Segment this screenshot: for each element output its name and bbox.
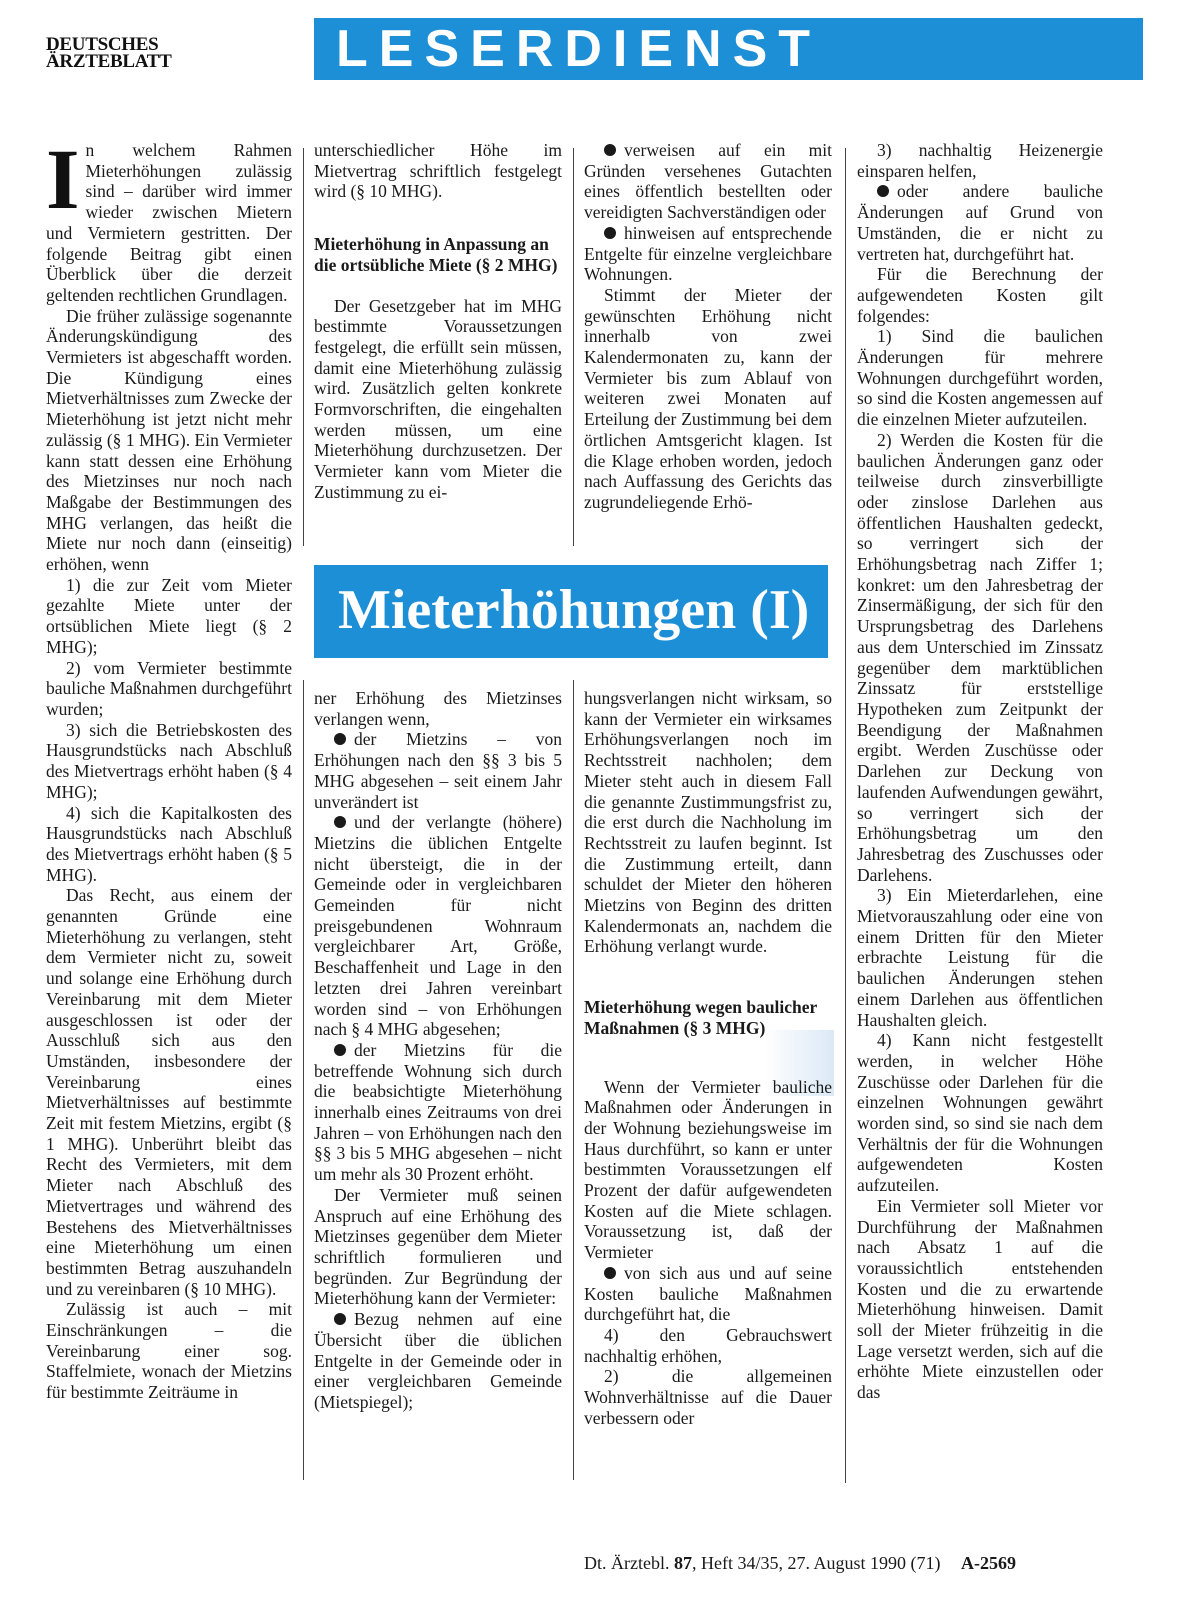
- section-label: LESERDIENST: [336, 20, 822, 78]
- drop-cap: I: [46, 131, 80, 227]
- paragraph: Die früher zulässige sogenannte Änderungskündigung des Vermieters ist abgeschafft worden. Die Kündigung eines Mietverhältnisses zum Zwecke der Mieterhöhung ist jetzt nicht mehr zulässig (§ 1 MHG). Ein Vermieter kann statt dessen eine Erhöhung des Mietzinses nur noch nach Maßgabe der Bestimmungen des MHG verlangen, das heißt die Miete nur noch dann (einseitig) erhöhen, wenn: [46, 305, 292, 575]
- journal-logo: [46, 36, 226, 70]
- footer-journal: Dt. Ärztebl.: [584, 1553, 670, 1573]
- intro-text: n welchem Rahmen Mieterhöhungen zulässig sind – darüber wird immer wieder zwischen Mietern und Vermietern gestritten. Der folgende Beitrag gibt einen Überblick über die derzeit geltenden rechtlichen Grundlagen.: [46, 140, 292, 305]
- column-divider-4: [303, 680, 304, 1480]
- bullet-item: verweisen auf ein mit Gründen versehenes Gutachten eines öffentlich bestellten oder vereidigten Sachverständigen oder: [584, 140, 832, 223]
- list-item: 4) Kann nicht festgestellt werden, in welcher Höhe Zuschüsse oder Darlehen für die einzelnen Wohnungen gewährt worden sind, so sind sie nach dem Verhältnis der für die Wohnungen aufgewendeten Kosten aufzuteilen.: [857, 1030, 1103, 1196]
- list-item: 2) die allgemeinen Wohnverhältnisse auf die Dauer verbessern oder: [584, 1366, 832, 1428]
- list-item: 3) Ein Mieterdarlehen, eine Mietvorauszahlung oder eine von einem Dritten für den Mieter erbrachte Leistung für die baulichen Änderungen stehen einem Darlehen aus öffentlichen Haushalten gleich.: [857, 885, 1103, 1030]
- column-divider-2: [573, 148, 574, 546]
- paragraph: Ein Vermieter soll Mieter vor Durchführung der Maßnahmen nach Absatz 1 auf die voraussichtlich entstehenden Kosten und die zu erwartende Mieterhöhung hinweisen. Damit soll der Mieter frühzeitig in die Lage versetzt werden, sich auf die erhöhte Miete einzustellen oder das: [857, 1195, 1103, 1403]
- bullet-item: der Mietzins – von Erhöhungen nach den §§ 3 bis 5 MHG abgesehen – seit einem Jahr unverändert ist: [314, 729, 562, 812]
- footer-issue: , Heft 34/35, 27. August 1990 (71): [691, 1553, 941, 1573]
- logo-line-1: DEUTSCHES: [46, 34, 159, 55]
- bullet-icon: [877, 185, 889, 197]
- page-footer: [584, 1552, 1144, 1574]
- column-divider-3: [845, 148, 846, 1483]
- column-1: [46, 131, 292, 1403]
- column-3-top: [584, 140, 832, 513]
- bullet-item: der Mietzins für die betreffende Wohnung sich durch die beabsichtigte Mieterhöhung innerhalb eines Zeitraums von drei Jahren – von Erhöhungen nach den §§ 3 bis 5 MHG abgesehen – nicht um mehr als 30 Prozent erhöht.: [314, 1039, 562, 1185]
- bullet-item: und der verlangte (höhere) Mietzins die üblichen Entgelte nicht übersteigt, die in der Gemeinde oder in vergleichbaren Gemeinden für nicht preisgebundenen Wohnraum vergleichbarer Art, Größe, Beschaffenheit und Lage in den letzten drei Jahren vereinbart worden sind – von Erhöhungen nach § 4 MHG abgesehen;: [314, 812, 562, 1040]
- bullet-item: von sich aus und auf seine Kosten bauliche Maßnahmen durchgeführt hat, die: [584, 1262, 832, 1325]
- bullet-icon: [334, 816, 346, 828]
- section-banner: [314, 18, 1143, 80]
- article-title: Mieterhöhungen (I): [338, 579, 810, 641]
- paragraph: Zulässig ist auch – mit Einschränkungen – die Vereinbarung einer sog. Staffelmiete, wonach der Mietzins für bestimmte Zeiträume in: [46, 1299, 292, 1403]
- column-divider-1: [303, 148, 304, 546]
- paragraph: Wenn der Vermieter bauliche Maßnahmen oder Änderungen in der Wohnung beziehungsweise im Haus durchführt, so kann er unter bestimmten Voraussetzungen elf Prozent der dafür aufgewendeten Kosten auf die Miete schlagen. Voraussetzung ist, daß der Vermieter: [584, 1076, 832, 1263]
- footer-page-number: A-2569: [960, 1553, 1016, 1573]
- bullet-icon: [334, 1044, 346, 1056]
- subheading: Mieterhöhung wegen baulicher Maßnahmen (§ 3 MHG): [584, 997, 818, 1038]
- paragraph: Stimmt der Mieter der gewünschten Erhöhung nicht innerhalb von zwei Kalendermonaten zu, kann der Vermieter bis zum Ablauf von weiteren zwei Monaten auf Erteilung der Zustimmung bei dem örtlichen Amtsgericht klagen. Ist die Klage erhoben worden, jedoch nach Auffassung des Gerichts das zugrundeliegende Erhö-: [584, 284, 832, 512]
- paragraph: Für die Berechnung der aufgewendeten Kosten gilt folgendes:: [857, 264, 1103, 326]
- column-2-top: [314, 140, 562, 503]
- bullet-item: hinweisen auf entsprechende Entgelte für einzelne vergleichbare Wohnungen.: [584, 222, 832, 285]
- list-item: 1) die zur Zeit vom Mieter gezahlte Miete unter der ortsüblichen Miete liegt (§ 2 MHG);: [46, 574, 292, 657]
- list-item: 2) vom Vermieter bestimmte bauliche Maßnahmen durchgeführt wurden;: [46, 657, 292, 719]
- paragraph: hungsverlangen nicht wirksam, so kann der Vermieter ein wirksames Erhöhungsverlangen noch im Rechtsstreit nachholen; dem Mieter steht auch in diesem Fall die genannte Zustimmungsfrist zu, die erst durch die Nachholung im Rechtsstreit zu laufen beginnt. Ist die Zustimmung erteilt, dann schuldet der Mieter den höheren Mietzins von Beginn des dritten Kalendermonats an, nachdem die Erhöhung verlangt wurde.: [584, 688, 832, 957]
- list-item: 4) sich die Kapitalkosten des Hausgrundstücks nach Abschluß des Mietvertrags erhöht haben (§ 5 MHG).: [46, 802, 292, 885]
- list-item: 2) Werden die Kosten für die baulichen Änderungen ganz oder teilweise durch zinsverbilligte oder zinslose Darlehen aus öffentlichen Haushalten gedeckt, so verringert sich der Erhöhungsbetrag nach Ziffer 1; konkret: um den Jahresbetrag der Zinsermäßigung, der sich für den Ursprungsbetrag des Darlehens aus dem Unterschied im Zinssatz gegenüber dem marktüblichen Zinssatz für erststellige Hypotheken zum Zeitpunkt der Beendigung der Maßnahmen ergibt. Werden Zuschüsse oder Darlehen zur Deckung von laufenden Aufwendungen gewährt, so verringert sich der Erhöhungsbetrag um den Jahresbetrag des Zuschusses oder Darlehens.: [857, 429, 1103, 885]
- bullet-item: Bezug nehmen auf eine Übersicht über die üblichen Entgelte in der Gemeinde oder in einer vergleichbaren Gemeinde (Mietspiegel);: [314, 1309, 562, 1412]
- bullet-icon: [604, 144, 616, 156]
- paragraph: ner Erhöhung des Mietzinses verlangen wenn,: [314, 688, 562, 729]
- list-item: 4) den Gebrauchswert nachhaltig erhöhen,: [584, 1324, 832, 1366]
- intro-paragraph: [46, 131, 292, 306]
- logo-line-2: ÄRZTEBLATT: [46, 51, 172, 72]
- paragraph: Der Vermieter muß seinen Anspruch auf eine Erhöhung des Mietzinses gegenüber dem Mieter schriftlich formulieren und begründen. Zur Begründung der Mieterhöhung kann der Vermieter:: [314, 1184, 562, 1309]
- paragraph: Das Recht, aus einem der genannten Gründe eine Mieterhöhung zu verlangen, steht dem Vermieter nicht zu, soweit und solange eine Erhöhung durch Vereinbarung mit dem Mieter ausgeschlossen ist oder der Ausschluß sich aus den Umständen, insbesondere der Vereinbarung eines Mietverhältnisses auf bestimmte Zeit mit festem Mietzins, ergibt (§ 1 MHG). Unberührt bleibt das Recht des Vermieters, mit dem Mieter nach Abschluß des Mietvertrages und während des Bestehens des Mietverhältnisses eine Mieterhöhung um einen bestimmten Betrag auszuhandeln und zu vereinbaren (§ 10 MHG).: [46, 885, 292, 1299]
- list-item: 1) Sind die baulichen Änderungen für mehrere Wohnungen durchgeführt worden, so sind die Kosten angemessen auf die einzelnen Mieter aufzuteilen.: [857, 326, 1103, 430]
- column-divider-5: [573, 680, 574, 1480]
- bullet-icon: [604, 1267, 616, 1279]
- paragraph: Der Gesetzgeber hat im MHG bestimmte Voraussetzungen festgelegt, die erfüllt sein müssen, damit eine Mieterhöhung zulässig wird. Zusätzlich gelten konkrete Formvorschriften, die eingehalten werden müssen, um eine Mieterhöhung durchzusetzen. Der Vermieter kann vom Mieter die Zustimmung zu ei-: [314, 295, 562, 502]
- bullet-icon: [604, 227, 616, 239]
- list-item: 3) nachhaltig Heizenergie einsparen helfen,: [857, 140, 1103, 181]
- column-3-bottom: [584, 688, 832, 1429]
- footer-volume: 87: [673, 1553, 692, 1573]
- bullet-icon: [334, 733, 346, 745]
- paragraph: unterschiedlicher Höhe im Mietvertrag schriftlich festgelegt wird (§ 10 MHG).: [314, 140, 562, 202]
- bullet-icon: [334, 1313, 346, 1325]
- bullet-item: oder andere bauliche Änderungen auf Grund von Umständen, die er nicht zu vertreten hat, durchgeführt hat.: [857, 181, 1103, 264]
- subheading: Mieterhöhung in Anpassung an die ortsübliche Miete (§ 2 MHG): [314, 234, 558, 275]
- article-title-box: [314, 565, 828, 658]
- list-item: 3) sich die Betriebskosten des Hausgrundstücks nach Abschluß des Mietvertrags erhöht haben (§ 4 MHG);: [46, 719, 292, 802]
- column-2-bottom: [314, 688, 562, 1413]
- column-4: [857, 140, 1103, 1403]
